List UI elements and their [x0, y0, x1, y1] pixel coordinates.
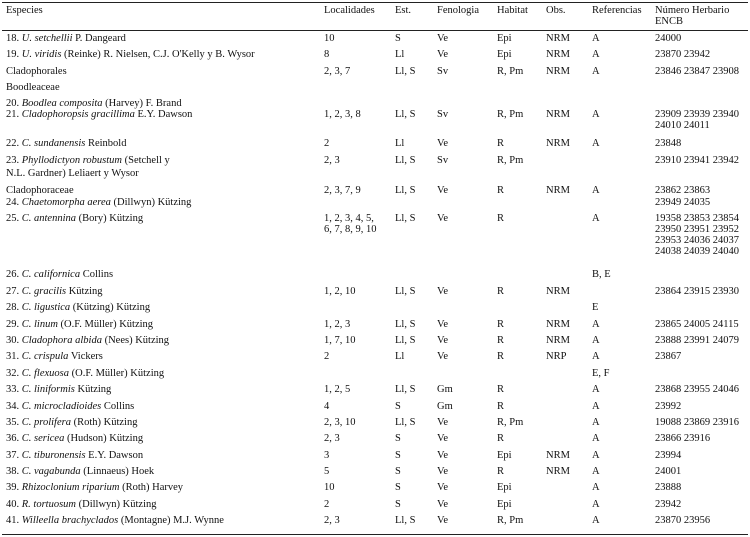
- numero-herbario-cell: 23846 23847 23908: [655, 66, 739, 77]
- species-binomial: C. flexuosa: [21, 368, 69, 379]
- header-rule: [2, 30, 748, 31]
- fenologia-cell: Ve: [437, 185, 449, 196]
- habitat-cell: R: [497, 466, 505, 477]
- fenologia-cell: Ve: [437, 499, 449, 510]
- species-authority: (Roth) Kützing: [70, 417, 138, 428]
- species-number: 35.: [6, 417, 22, 428]
- est-cell: S: [395, 466, 401, 477]
- habitat-cell: Epi: [497, 450, 512, 461]
- localidades-cell: 10: [324, 33, 335, 44]
- referencias-cell: E, F: [592, 368, 610, 379]
- species-number: N.L. Gardner) Leliaert y Wysor: [6, 168, 139, 179]
- numero-herbario-cell: 23868 23955 24046: [655, 384, 739, 395]
- species-number: 40.: [6, 499, 22, 510]
- est-cell: Ll, S: [395, 335, 416, 346]
- species-name: [6, 351, 103, 362]
- header-habitat: Habitat: [497, 5, 528, 16]
- referencias-cell: E: [592, 302, 599, 313]
- habitat-cell: R, Pm: [497, 515, 524, 526]
- species-authority: Reinbold: [85, 138, 127, 149]
- table-top-rule: [2, 2, 748, 3]
- species-authority: (O.F. Müller) Kützing: [69, 368, 165, 379]
- habitat-cell: R: [497, 213, 505, 224]
- species-name: [6, 417, 137, 428]
- species-authority: Kützing: [74, 384, 112, 395]
- species-name: [6, 168, 139, 179]
- obs-cell: NRM: [546, 33, 570, 44]
- referencias-cell: A: [592, 384, 600, 395]
- species-binomial: C. linum: [21, 319, 58, 330]
- species-binomial: C. vagabunda: [21, 466, 81, 477]
- obs-cell: NRM: [546, 66, 570, 77]
- est-cell: S: [395, 450, 401, 461]
- fenologia-cell: Sv: [437, 66, 449, 77]
- species-number: 27.: [6, 286, 22, 297]
- referencias-cell: A: [592, 433, 600, 444]
- species-authority: P. Dangeard: [72, 33, 126, 44]
- species-authority: (Montagne) M.J. Wynne: [118, 515, 224, 526]
- header-especies: Especies: [6, 5, 43, 16]
- species-name: [6, 33, 126, 44]
- species-authority: Collins: [101, 401, 135, 412]
- species-name: [6, 335, 169, 346]
- species-name: [6, 319, 153, 330]
- obs-cell: NRM: [546, 319, 570, 330]
- habitat-cell: R, Pm: [497, 66, 524, 77]
- fenologia-cell: Ve: [437, 49, 449, 60]
- species-authority: (Harvey) F. Brand: [102, 98, 182, 109]
- species-name: [6, 49, 255, 60]
- species-binomial: Boodlea composita: [21, 98, 103, 109]
- species-number: 23.: [6, 155, 22, 166]
- species-name: [6, 213, 143, 224]
- localidades-cell: 1, 2, 3: [324, 319, 351, 330]
- referencias-cell: A: [592, 482, 600, 493]
- localidades-cell: 6, 7, 8, 9, 10: [324, 224, 377, 235]
- species-authority: E.Y. Dawson: [85, 450, 144, 461]
- localidades-cell: 2, 3: [324, 515, 340, 526]
- referencias-cell: A: [592, 515, 600, 526]
- numero-herbario-cell: 23992: [655, 401, 682, 412]
- numero-herbario-cell: 23870 23942: [655, 49, 711, 60]
- species-name: [6, 269, 113, 280]
- localidades-cell: 2, 3: [324, 433, 340, 444]
- est-cell: Ll: [395, 351, 405, 362]
- habitat-cell: Epi: [497, 33, 512, 44]
- numero-herbario-cell: 24010 24011: [655, 120, 710, 131]
- numero-herbario-cell: 23949 24035: [655, 197, 711, 208]
- localidades-cell: 1, 2, 3, 8: [324, 109, 361, 120]
- species-binomial: Willeella brachyclados: [21, 515, 119, 526]
- obs-cell: NRP: [546, 351, 567, 362]
- habitat-cell: R: [497, 335, 505, 346]
- est-cell: Ll, S: [395, 515, 416, 526]
- species-name: [6, 98, 182, 109]
- est-cell: S: [395, 401, 401, 412]
- species-authority: (Dillwyn) Kützing: [110, 197, 192, 208]
- obs-cell: NRM: [546, 335, 570, 346]
- species-name: [6, 368, 164, 379]
- species-binomial: C. ligustica: [21, 302, 71, 313]
- species-number: 36.: [6, 433, 22, 444]
- fenologia-cell: Ve: [437, 33, 449, 44]
- referencias-cell: A: [592, 401, 600, 412]
- species-name: [6, 138, 126, 149]
- est-cell: Ll: [395, 138, 405, 149]
- est-cell: S: [395, 33, 401, 44]
- species-name: [6, 197, 191, 208]
- referencias-cell: A: [592, 466, 600, 477]
- numero-herbario-cell: 23866 23916: [655, 433, 711, 444]
- fenologia-cell: Ve: [437, 319, 449, 330]
- obs-cell: NRM: [546, 49, 570, 60]
- est-cell: Ll, S: [395, 384, 416, 395]
- fenologia-cell: Ve: [437, 138, 449, 149]
- localidades-cell: 2, 3: [324, 155, 340, 166]
- localidades-cell: 2: [324, 351, 330, 362]
- habitat-cell: R: [497, 401, 505, 412]
- species-number: 19.: [6, 49, 22, 60]
- numero-herbario-cell: 23870 23956: [655, 515, 711, 526]
- species-binomial: Cladophora albida: [21, 335, 102, 346]
- species-name: [6, 433, 143, 444]
- species-number: 31.: [6, 351, 22, 362]
- localidades-cell: 3: [324, 450, 330, 461]
- habitat-cell: Epi: [497, 499, 512, 510]
- species-number: 33.: [6, 384, 22, 395]
- species-authority: (Hudson) Kützing: [64, 433, 144, 444]
- species-authority: E.Y. Dawson: [134, 109, 193, 120]
- habitat-cell: R: [497, 319, 505, 330]
- habitat-cell: R, Pm: [497, 417, 524, 428]
- numero-herbario-cell: 24001: [655, 466, 682, 477]
- species-name: [6, 286, 103, 297]
- header-obs: Obs.: [546, 5, 566, 16]
- species-number: 25.: [6, 213, 22, 224]
- species-binomial: R. tortuosum: [21, 499, 77, 510]
- localidades-cell: 1, 2, 3, 4, 5,: [324, 213, 374, 224]
- numero-herbario-cell: 23888: [655, 482, 682, 493]
- species-binomial: Phyllodictyon robustum: [21, 155, 122, 166]
- referencias-cell: A: [592, 335, 600, 346]
- localidades-cell: 1, 7, 10: [324, 335, 356, 346]
- species-number: 29.: [6, 319, 22, 330]
- species-number: Cladophorales: [6, 66, 67, 77]
- referencias-cell: A: [592, 213, 600, 224]
- species-name: [6, 401, 134, 412]
- species-number: 18.: [6, 33, 22, 44]
- species-number: 20.: [6, 98, 22, 109]
- species-number: 41.: [6, 515, 22, 526]
- numero-herbario-cell: 23865 24005 24115: [655, 319, 739, 330]
- species-authority: (Setchell y: [121, 155, 170, 166]
- est-cell: Ll, S: [395, 109, 416, 120]
- species-number: Cladophoraceae: [6, 185, 74, 196]
- fenologia-cell: Gm: [437, 384, 453, 395]
- header-localidades: Localidades: [324, 5, 375, 16]
- localidades-cell: 2, 3, 7: [324, 66, 351, 77]
- fenologia-cell: Ve: [437, 286, 449, 297]
- species-number: 37.: [6, 450, 22, 461]
- localidades-cell: 2, 3, 10: [324, 417, 356, 428]
- species-number: Boodleaceae: [6, 82, 60, 93]
- table-bottom-rule: [2, 534, 748, 535]
- species-name: [6, 384, 111, 395]
- numero-herbario-cell: 23909 23939 23940: [655, 109, 739, 120]
- fenologia-cell: Sv: [437, 155, 449, 166]
- numero-herbario-cell: 23950 23951 23952: [655, 224, 739, 235]
- obs-cell: NRM: [546, 138, 570, 149]
- species-authority: Vickers: [68, 351, 103, 362]
- species-binomial: C. californica: [21, 269, 81, 280]
- species-authority: (Kützing) Kützing: [70, 302, 151, 313]
- header-numero-herbario-encb: ENCB: [655, 16, 684, 27]
- fenologia-cell: Ve: [437, 433, 449, 444]
- localidades-cell: 2: [324, 138, 330, 149]
- obs-cell: NRM: [546, 109, 570, 120]
- referencias-cell: A: [592, 109, 600, 120]
- est-cell: Ll, S: [395, 286, 416, 297]
- species-authority: (Dillwyn) Kützing: [76, 499, 157, 510]
- species-number: 30.: [6, 335, 22, 346]
- referencias-cell: A: [592, 66, 600, 77]
- est-cell: Ll, S: [395, 213, 416, 224]
- habitat-cell: R: [497, 185, 505, 196]
- species-binomial: Chaetomorpha aerea: [21, 197, 111, 208]
- referencias-cell: A: [592, 417, 600, 428]
- localidades-cell: 10: [324, 482, 335, 493]
- species-authority: (Linnaeus) Hoek: [80, 466, 155, 477]
- species-binomial: C. liniformis: [21, 384, 75, 395]
- header-est: Est.: [395, 5, 412, 16]
- fenologia-cell: Ve: [437, 335, 449, 346]
- species-authority: (Reinke) R. Nielsen, C.J. O'Kelly y B. Wysor: [61, 49, 255, 60]
- species-authority: (Bory) Kützing: [76, 213, 144, 224]
- fenologia-cell: Ve: [437, 450, 449, 461]
- habitat-cell: R: [497, 286, 505, 297]
- header-numero-herbario: Número Herbario: [655, 5, 730, 16]
- habitat-cell: R: [497, 384, 505, 395]
- species-binomial: C. antennina: [21, 213, 76, 224]
- header-fenologia: Fenologia: [437, 5, 479, 16]
- species-name: [6, 450, 143, 461]
- species-name: [6, 66, 67, 77]
- numero-herbario-cell: 23953 24036 24037: [655, 235, 739, 246]
- species-number: 38.: [6, 466, 22, 477]
- referencias-cell: A: [592, 319, 600, 330]
- est-cell: S: [395, 482, 401, 493]
- species-name: [6, 515, 224, 526]
- referencias-cell: A: [592, 351, 600, 362]
- species-binomial: C. sundanensis: [21, 138, 86, 149]
- localidades-cell: 2: [324, 499, 330, 510]
- species-number: 21.: [6, 109, 22, 120]
- header-referencias: Referencias: [592, 5, 642, 16]
- species-binomial: U. setchellii: [21, 33, 73, 44]
- species-name: [6, 302, 150, 313]
- species-authority: (O.F. Müller) Kützing: [57, 319, 154, 330]
- obs-cell: NRM: [546, 450, 570, 461]
- est-cell: Ll, S: [395, 66, 416, 77]
- species-name: [6, 499, 157, 510]
- numero-herbario-cell: 23864 23915 23930: [655, 286, 739, 297]
- species-number: 32.: [6, 368, 22, 379]
- species-name: [6, 82, 60, 93]
- species-authority: (Nees) Kützing: [101, 335, 170, 346]
- est-cell: Ll, S: [395, 185, 416, 196]
- species-binomial: C. crispula: [21, 351, 69, 362]
- habitat-cell: R: [497, 351, 505, 362]
- localidades-cell: 2, 3, 7, 9: [324, 185, 361, 196]
- obs-cell: NRM: [546, 185, 570, 196]
- est-cell: Ll: [395, 49, 405, 60]
- numero-herbario-cell: 23862 23863: [655, 185, 711, 196]
- species-binomial: Cladophoropsis gracillima: [21, 109, 135, 120]
- habitat-cell: R: [497, 433, 505, 444]
- species-number: 39.: [6, 482, 22, 493]
- obs-cell: NRM: [546, 466, 570, 477]
- localidades-cell: 1, 2, 10: [324, 286, 356, 297]
- species-binomial: C. tiburonensis: [21, 450, 86, 461]
- numero-herbario-cell: 23888 23991 24079: [655, 335, 739, 346]
- species-number: 24.: [6, 197, 22, 208]
- species-number: 26.: [6, 269, 22, 280]
- habitat-cell: R, Pm: [497, 155, 524, 166]
- species-number: 22.: [6, 138, 22, 149]
- species-binomial: C. prolifera: [21, 417, 71, 428]
- est-cell: Ll, S: [395, 155, 416, 166]
- est-cell: Ll, S: [395, 417, 416, 428]
- fenologia-cell: Ve: [437, 417, 449, 428]
- species-number: 28.: [6, 302, 22, 313]
- habitat-cell: Epi: [497, 482, 512, 493]
- numero-herbario-cell: 19088 23869 23916: [655, 417, 739, 428]
- referencias-cell: A: [592, 185, 600, 196]
- localidades-cell: 5: [324, 466, 330, 477]
- species-name: [6, 155, 170, 166]
- species-authority: Collins: [80, 269, 114, 280]
- est-cell: Ll, S: [395, 319, 416, 330]
- species-binomial: U. viridis: [21, 49, 62, 60]
- species-authority: Kützing: [66, 286, 103, 297]
- species-authority: (Roth) Harvey: [119, 482, 184, 493]
- numero-herbario-cell: 23942: [655, 499, 682, 510]
- species-binomial: Rhizoclonium riparium: [21, 482, 120, 493]
- fenologia-cell: Gm: [437, 401, 453, 412]
- referencias-cell: B, E: [592, 269, 611, 280]
- referencias-cell: A: [592, 138, 600, 149]
- numero-herbario-cell: 23867: [655, 351, 682, 362]
- localidades-cell: 4: [324, 401, 330, 412]
- species-number: 34.: [6, 401, 22, 412]
- referencias-cell: A: [592, 33, 600, 44]
- fenologia-cell: Ve: [437, 213, 449, 224]
- localidades-cell: 8: [324, 49, 330, 60]
- numero-herbario-cell: 19358 23853 23854: [655, 213, 739, 224]
- species-binomial: C. microcladioides: [21, 401, 102, 412]
- fenologia-cell: Ve: [437, 515, 449, 526]
- fenologia-cell: Ve: [437, 466, 449, 477]
- est-cell: S: [395, 499, 401, 510]
- numero-herbario-cell: 24038 24039 24040: [655, 246, 739, 257]
- referencias-cell: A: [592, 450, 600, 461]
- referencias-cell: A: [592, 499, 600, 510]
- species-name: [6, 482, 183, 493]
- fenologia-cell: Sv: [437, 109, 449, 120]
- species-name: [6, 109, 192, 120]
- obs-cell: NRM: [546, 286, 570, 297]
- numero-herbario-cell: 23848: [655, 138, 682, 149]
- numero-herbario-cell: 23994: [655, 450, 682, 461]
- fenologia-cell: Ve: [437, 351, 449, 362]
- referencias-cell: A: [592, 49, 600, 60]
- habitat-cell: R: [497, 138, 505, 149]
- habitat-cell: Epi: [497, 49, 512, 60]
- localidades-cell: 1, 2, 5: [324, 384, 351, 395]
- species-binomial: C. gracilis: [21, 286, 67, 297]
- est-cell: S: [395, 433, 401, 444]
- habitat-cell: R, Pm: [497, 109, 524, 120]
- numero-herbario-cell: 23910 23941 23942: [655, 155, 739, 166]
- species-binomial: C. sericea: [21, 433, 65, 444]
- fenologia-cell: Ve: [437, 482, 449, 493]
- species-name: [6, 466, 154, 477]
- numero-herbario-cell: 24000: [655, 33, 682, 44]
- species-name: [6, 185, 74, 196]
